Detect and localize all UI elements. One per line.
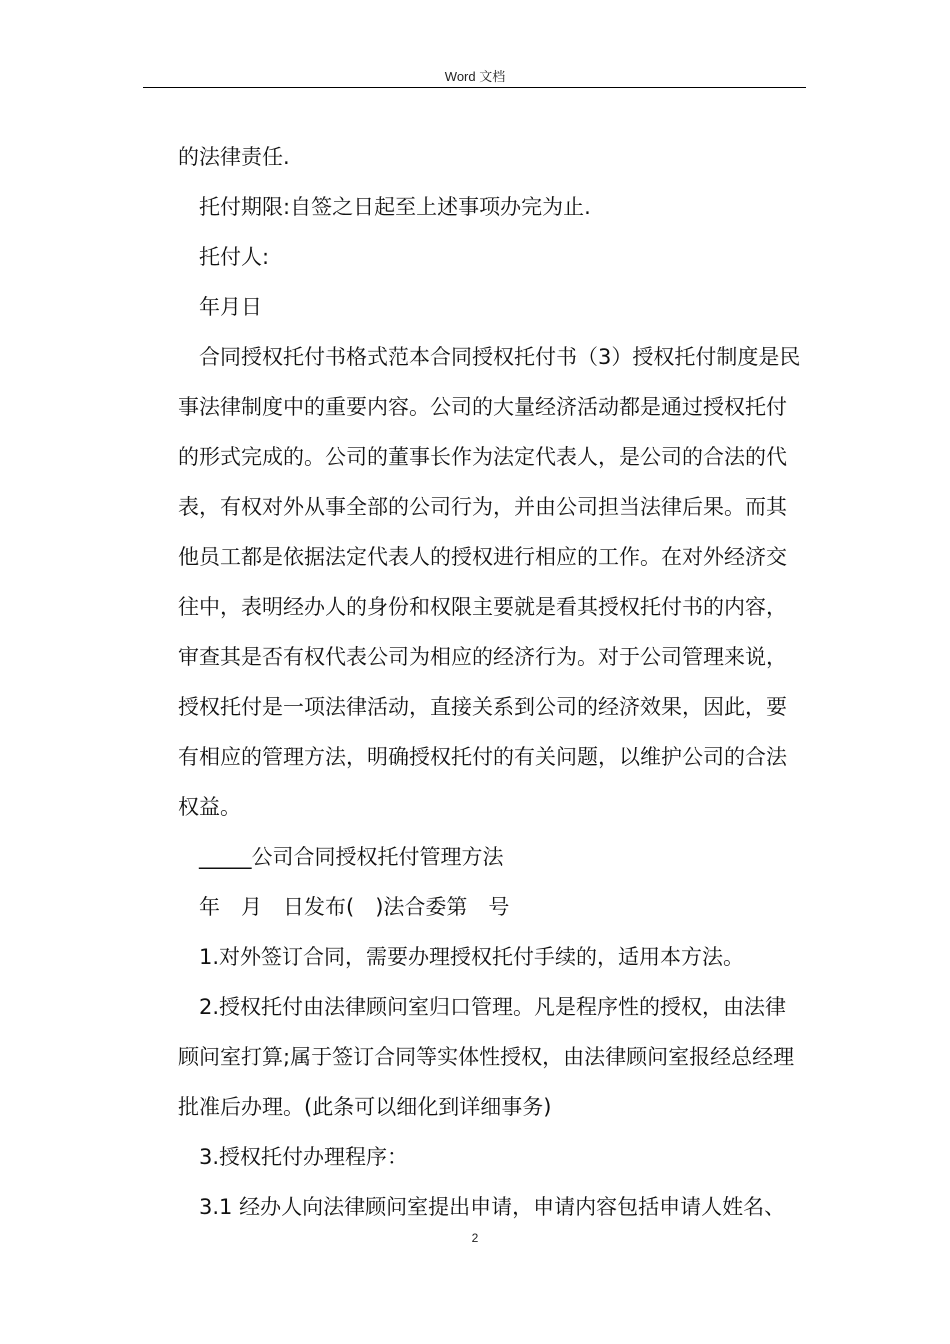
paragraph: 2.授权托付由法律顾问室归口管理。凡是程序性的授权，由法律顾问室打算;属于签订合同等实体性授权，由法律顾问室报经总经理批准后办理。(此条可以细化到详细事务) (178, 995, 795, 1119)
paragraph: 托付期限:自签之日起至上述事项办完为止. (199, 195, 591, 219)
header-rule (143, 87, 806, 88)
paragraph: 年月日 (199, 295, 262, 319)
document-body (178, 132, 804, 1232)
paragraph: 3.1 经办人向法律顾问室提出申请，申请内容包括申请人姓名、 (199, 1195, 786, 1219)
paragraph: 年 月 日发布( )法合委第 号 (199, 895, 510, 919)
paragraph: _____公司合同授权托付管理方法 (199, 845, 504, 869)
paragraph: 托付人: (199, 245, 270, 269)
paragraph: 1.对外签订合同，需要办理授权托付手续的，适用本方法。 (199, 945, 745, 969)
page-number: 2 (471, 1231, 479, 1245)
paragraph: 的法律责任. (178, 145, 290, 169)
paragraph: 3.授权托付办理程序： (199, 1145, 409, 1169)
page-header: Word 文档 (444, 69, 506, 84)
paragraph: 合同授权托付书格式范本合同授权托付书（3）授权托付制度是民事法律制度中的重要内容。公司的大量经济活动都是通过授权托付的形式完成的。公司的董事长作为法定代表人，是公司的合法的代表，有权对外从事全部的公司行为，并由公司担当法律后果。而其他员工都是依据法定代表人的授权进行相应的工作。在对外经济交往中，表明经办人的身份和权限主要就是看其授权托付书的内容，审查其是否有权代表公司为相应的经济行为。对于公司管理来说，授权托付是一项法律活动，直接关系到公司的经济效果，因此，要有相应的管理方法，明确授权托付的有关问题，以维护公司的合法权益。 (178, 345, 801, 819)
